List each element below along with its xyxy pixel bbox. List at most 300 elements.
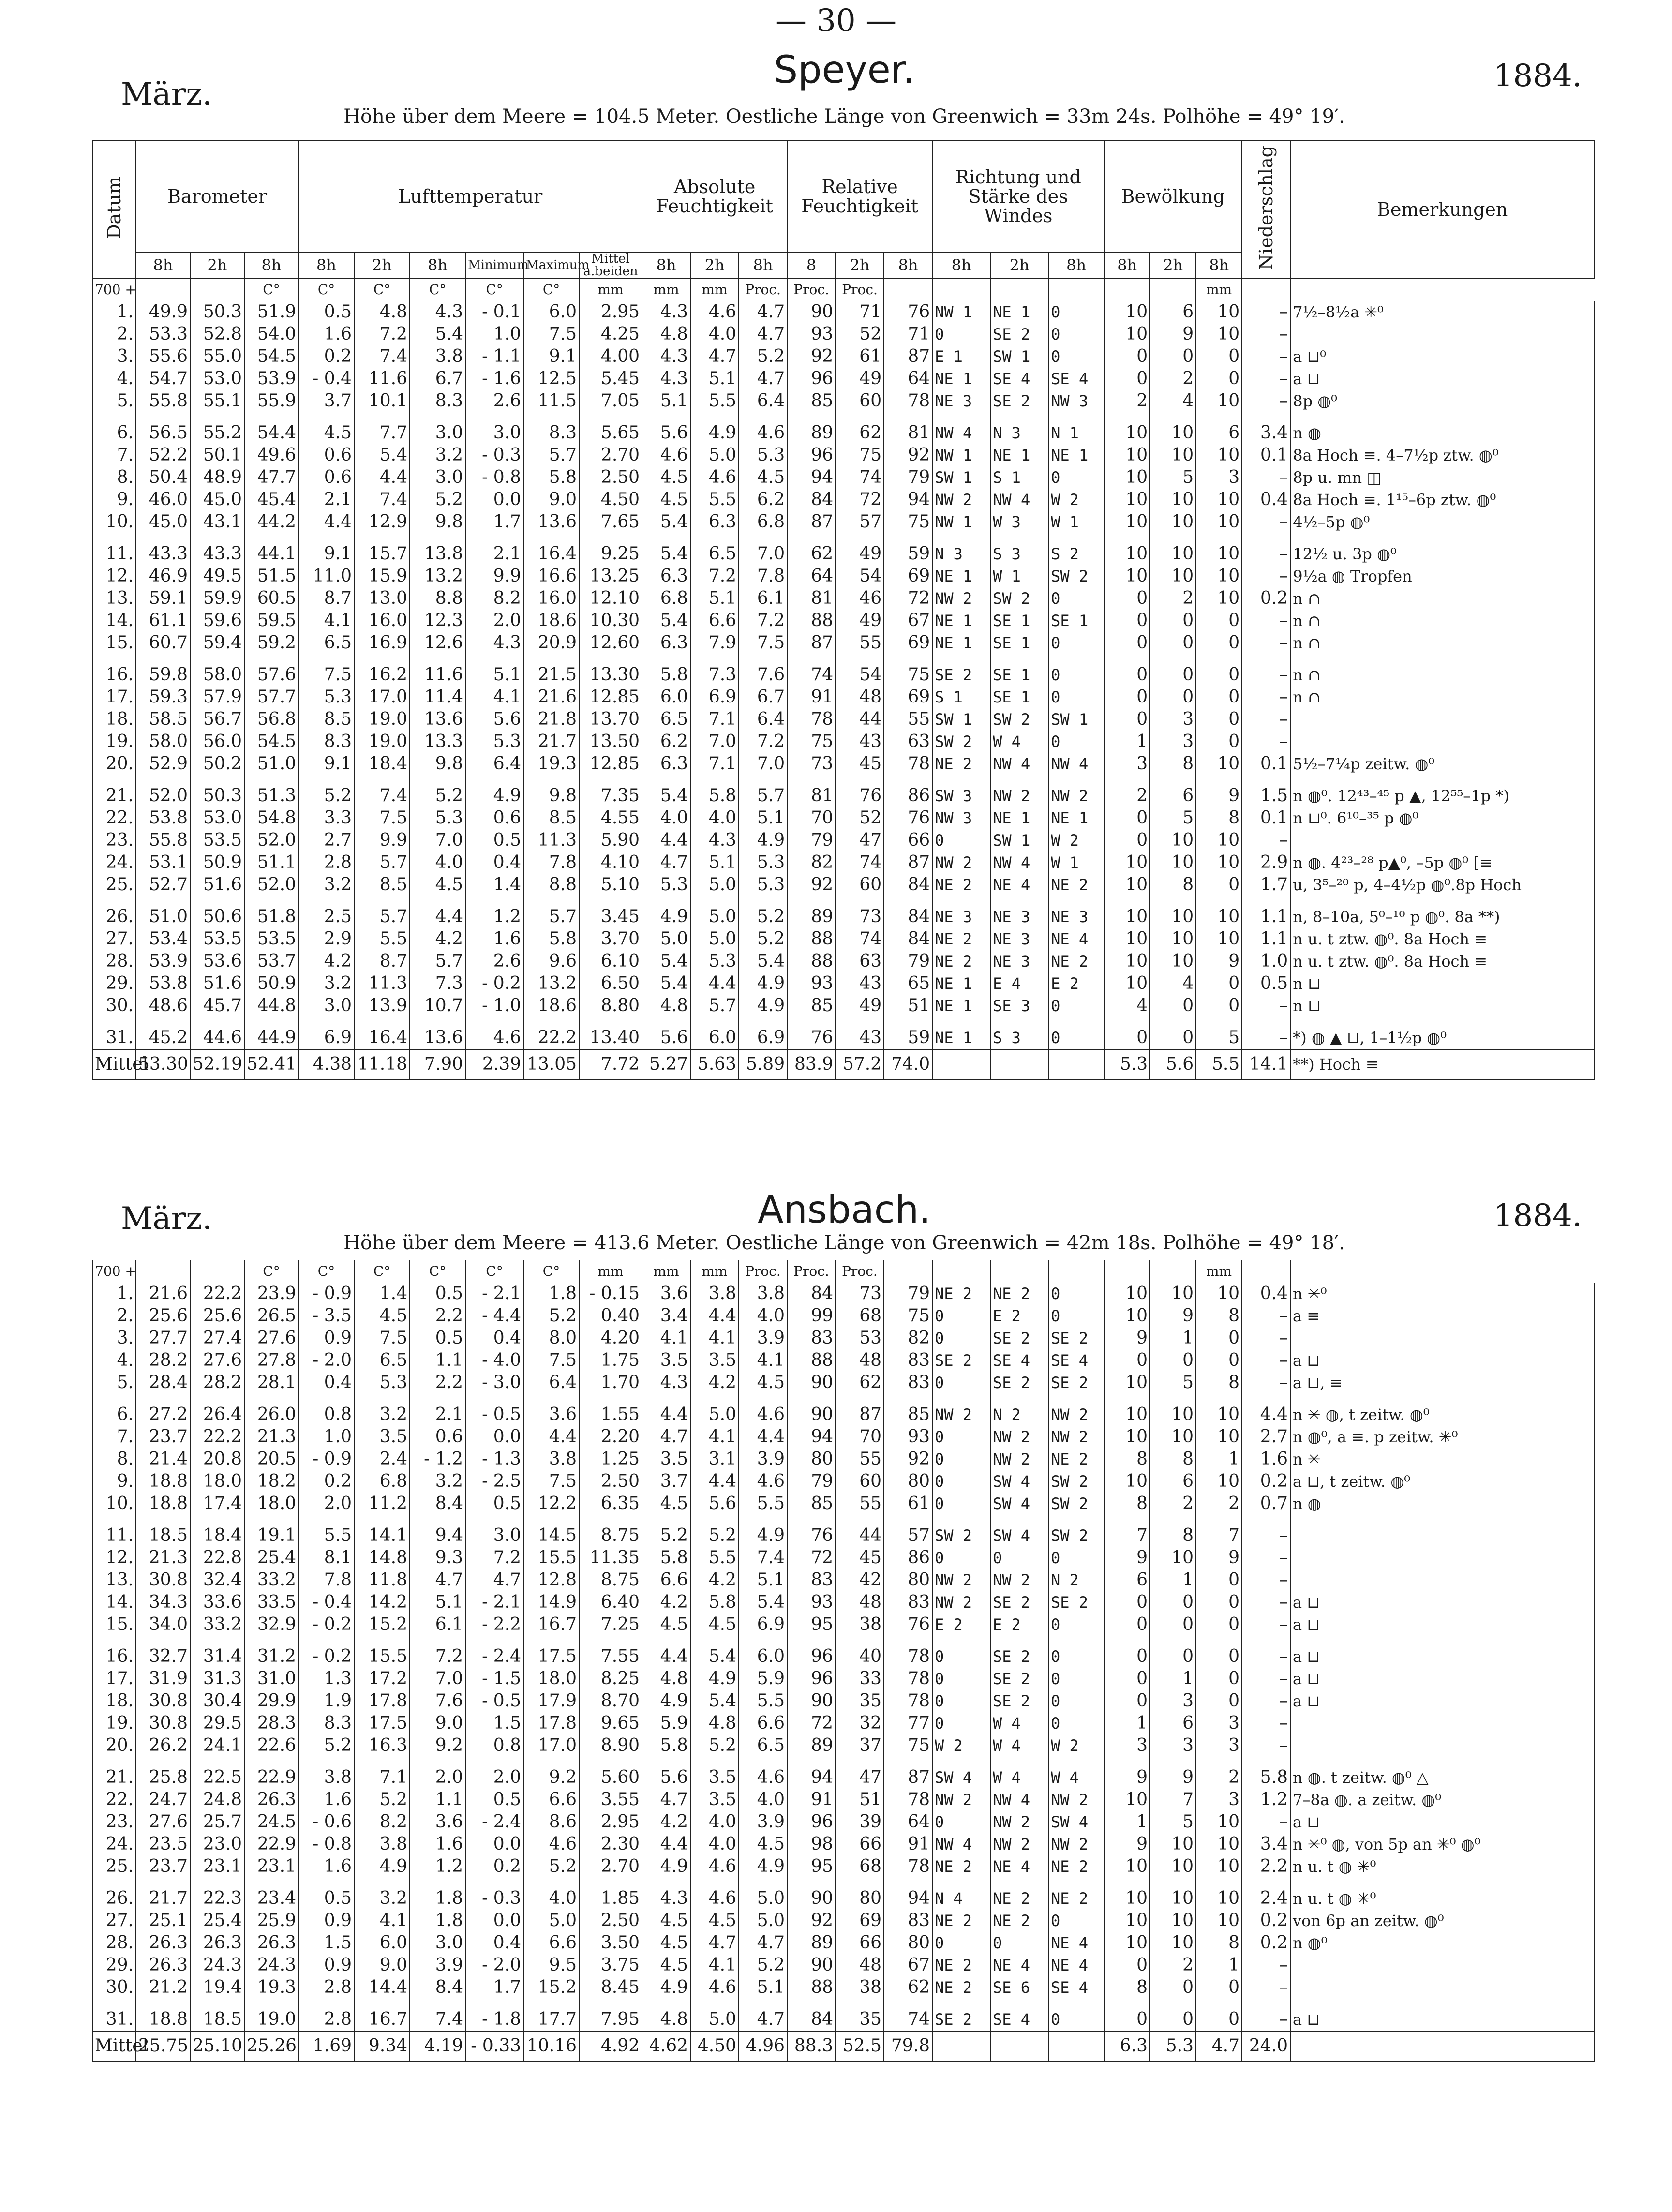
cell-rel-hum-2h: 62 xyxy=(836,422,884,444)
cell-temp-min: 0.8 xyxy=(465,1734,523,1757)
cell-rel-hum-8h-evening: 63 xyxy=(884,731,932,753)
cell-wind-8h: NE 2 xyxy=(932,1976,990,1999)
cell-wind-8h: 0 xyxy=(932,1645,990,1668)
cell-abs-hum-8h-evening: 5.3 xyxy=(739,444,787,466)
cell-abs-hum-2h: 4.1 xyxy=(690,1954,739,1976)
cell-abs-hum-8h: 4.2 xyxy=(642,1591,690,1614)
row-spacer xyxy=(92,1394,1594,1404)
cell-baro-8h-evening: 59.2 xyxy=(244,632,299,654)
cell-baro-8h: 53.8 xyxy=(136,807,190,829)
cell-wind-8h-evening: W 2 xyxy=(1048,1734,1104,1757)
cell-temp-8h-evening: 4.0 xyxy=(410,852,465,874)
spacer-cell xyxy=(1150,775,1196,785)
spacer-cell xyxy=(244,412,299,422)
cell-temp-8h: 9.1 xyxy=(299,543,354,565)
cell-temp-8h: - 0.4 xyxy=(299,1591,354,1614)
spacer-cell xyxy=(1150,1394,1196,1404)
cell-wind-2h: SW 1 xyxy=(990,829,1048,852)
table-row xyxy=(92,565,1594,587)
cell-rel-hum-2h: 49 xyxy=(836,368,884,390)
cell-temp-8h-evening: 13.6 xyxy=(410,708,465,731)
spacer-cell xyxy=(690,533,739,543)
cell-rel-hum-8h-evening: 83 xyxy=(884,1910,932,1932)
cell-remarks xyxy=(1290,1547,1594,1569)
cell-temp-8h-evening: 2.2 xyxy=(410,1372,465,1394)
table-row xyxy=(92,1327,1594,1349)
cell-rel-hum-8h-evening: 76 xyxy=(884,807,932,829)
header-time-2h: 2h xyxy=(990,252,1048,278)
cell-rel-hum-8h-evening: 78 xyxy=(884,1668,932,1690)
cell-wind-8h-evening: 0 xyxy=(1048,995,1104,1017)
cell-baro-2h: 22.8 xyxy=(190,1547,244,1569)
cell-temp-min: - 2.4 xyxy=(465,1645,523,1668)
table-row xyxy=(92,1766,1594,1789)
cell-temp-8h: 0.6 xyxy=(299,466,354,489)
header-time-8h: 8h xyxy=(884,252,932,278)
table-row xyxy=(92,1027,1594,1049)
cell-baro-2h: 50.9 xyxy=(190,852,244,874)
cell-day: 28. xyxy=(92,1932,136,1954)
cell-baro-8h: 53.30 xyxy=(136,1049,190,1079)
spacer-cell xyxy=(1290,1757,1594,1766)
cell-rel-hum-8h: 74 xyxy=(787,664,836,686)
cell-day: 5. xyxy=(92,390,136,412)
cell-cloud-2h: 10 xyxy=(1150,1404,1196,1426)
cell-abs-hum-8h: 4.5 xyxy=(642,1954,690,1976)
spacer-cell xyxy=(1242,533,1290,543)
cell-temp-8h: - 0.2 xyxy=(299,1645,354,1668)
cell-wind-8h: NE 3 xyxy=(932,390,990,412)
spacer-cell xyxy=(354,1878,410,1887)
cell-remarks: n ✳⁰ xyxy=(1290,1283,1594,1305)
header-datum: Datum xyxy=(92,141,136,278)
cell-abs-hum-2h: 5.0 xyxy=(690,874,739,896)
cell-wind-8h-evening: NE 2 xyxy=(1048,1448,1104,1470)
cell-rel-hum-8h-evening: 79 xyxy=(884,950,932,972)
cell-baro-8h: 43.3 xyxy=(136,543,190,565)
cell-rel-hum-8h-evening: 75 xyxy=(884,1305,932,1327)
spacer-cell xyxy=(836,1394,884,1404)
cell-remarks: n ✳⁰ ◍, von 5p an ✳⁰ ◍⁰ xyxy=(1290,1833,1594,1855)
cell-precip: 14.1 xyxy=(1242,1049,1290,1079)
cell-temp-max: 9.6 xyxy=(523,950,579,972)
cell-baro-8h-evening: 27.8 xyxy=(244,1349,299,1372)
cell-temp-8h: - 3.5 xyxy=(299,1305,354,1327)
table-row xyxy=(92,1591,1594,1614)
cell-rel-hum-2h: 51 xyxy=(836,1789,884,1811)
cell-abs-hum-8h: 5.8 xyxy=(642,1734,690,1757)
header-bewoelkung: Bewölkung xyxy=(1104,141,1242,252)
cell-rel-hum-8h: 90 xyxy=(787,1887,836,1910)
spacer-cell xyxy=(579,775,642,785)
cell-abs-hum-2h: 4.5 xyxy=(690,1910,739,1932)
cell-baro-8h-evening: 44.2 xyxy=(244,511,299,533)
cell-cloud-2h: 1 xyxy=(1150,1668,1196,1690)
table-row xyxy=(92,1690,1594,1712)
cell-rel-hum-2h: 73 xyxy=(836,1283,884,1305)
cell-precip: 0.2 xyxy=(1242,1932,1290,1954)
cell-temp-2h: 16.7 xyxy=(354,2008,410,2031)
cell-baro-8h-evening: 28.1 xyxy=(244,1372,299,1394)
table-row xyxy=(92,345,1594,368)
cell-wind-8h-evening xyxy=(1048,278,1104,301)
cell-rel-hum-8h: Proc. xyxy=(787,1260,836,1283)
cell-rel-hum-8h: 90 xyxy=(787,1404,836,1426)
cell-rel-hum-8h: 94 xyxy=(787,1766,836,1789)
cell-wind-2h: E 2 xyxy=(990,1305,1048,1327)
cell-abs-hum-8h-evening: 6.2 xyxy=(739,489,787,511)
cell-abs-hum-8h-evening: 4.6 xyxy=(739,422,787,444)
spacer-cell xyxy=(523,1636,579,1645)
row-spacer xyxy=(92,1017,1594,1027)
cell-baro-2h: 24.1 xyxy=(190,1734,244,1757)
cell-precip: – xyxy=(1242,301,1290,323)
spacer-cell xyxy=(836,654,884,664)
cell-temp-min: 0.6 xyxy=(465,807,523,829)
cell-temp-min: 3.0 xyxy=(465,422,523,444)
cell-rel-hum-8h-evening: 77 xyxy=(884,1712,932,1734)
cell-cloud-8h: 4 xyxy=(1104,995,1150,1017)
cell-abs-hum-8h-evening: 4.6 xyxy=(739,1404,787,1426)
cell-cloud-8h-evening: 5.5 xyxy=(1196,1049,1242,1079)
cell-day: 13. xyxy=(92,587,136,610)
spacer-cell xyxy=(787,1636,836,1645)
cell-remarks: n ∩ xyxy=(1290,587,1594,610)
cell-wind-8h-evening: 0 xyxy=(1048,1305,1104,1327)
cell-cloud-8h-evening: 10 xyxy=(1196,1404,1242,1426)
cell-remarks: n ◍ xyxy=(1290,422,1594,444)
cell-abs-hum-2h: 4.4 xyxy=(690,1470,739,1493)
cell-temp-2h: 18.4 xyxy=(354,753,410,775)
spacer-cell xyxy=(1048,654,1104,664)
spacer-cell xyxy=(836,1017,884,1027)
cell-cloud-2h: 10 xyxy=(1150,565,1196,587)
cell-wind-2h: E 2 xyxy=(990,1614,1048,1636)
cell-temp-mean: 12.85 xyxy=(579,753,642,775)
cell-abs-hum-8h: 4.9 xyxy=(642,1855,690,1878)
cell-baro-8h-evening: 23.1 xyxy=(244,1855,299,1878)
cell-cloud-8h-evening: 0 xyxy=(1196,1614,1242,1636)
table-row xyxy=(92,753,1594,775)
cell-wind-8h: 0 xyxy=(932,1690,990,1712)
cell-wind-8h: 0 xyxy=(932,1547,990,1569)
cell-wind-8h: NE 2 xyxy=(932,874,990,896)
cell-wind-8h: NE 2 xyxy=(932,1954,990,1976)
month-label: März. xyxy=(121,76,212,112)
cell-temp-min: 6.4 xyxy=(465,753,523,775)
cell-precip: 2.9 xyxy=(1242,852,1290,874)
cell-precip: – xyxy=(1242,1712,1290,1734)
cell-wind-8h-evening: S 2 xyxy=(1048,543,1104,565)
cell-baro-8h-evening: 54.5 xyxy=(244,731,299,753)
cell-temp-8h-evening: 13.2 xyxy=(410,565,465,587)
cell-remarks: n ◍ xyxy=(1290,1493,1594,1515)
cell-baro-8h: 23.7 xyxy=(136,1426,190,1448)
spacer-cell xyxy=(1242,412,1290,422)
cell-baro-8h-evening: 31.0 xyxy=(244,1668,299,1690)
cell-precip: 0.1 xyxy=(1242,807,1290,829)
cell-cloud-8h: 9 xyxy=(1104,1327,1150,1349)
cell-rel-hum-2h: 60 xyxy=(836,390,884,412)
cell-temp-2h: 16.0 xyxy=(354,610,410,632)
cell-temp-8h: C° xyxy=(299,1260,354,1283)
spacer-cell xyxy=(136,412,190,422)
table-row xyxy=(92,972,1594,995)
cell-temp-8h-evening: 1.6 xyxy=(410,1833,465,1855)
cell-temp-max: 13.6 xyxy=(523,511,579,533)
cell-cloud-8h-evening: 10 xyxy=(1196,829,1242,852)
cell-cloud-2h: 10 xyxy=(1150,422,1196,444)
cell-baro-8h-evening: 22.9 xyxy=(244,1766,299,1789)
cell-baro-2h: 56.7 xyxy=(190,708,244,731)
cell-wind-8h: 0 xyxy=(932,1668,990,1690)
cell-wind-8h-evening: 0 xyxy=(1048,301,1104,323)
spacer-cell xyxy=(787,896,836,906)
cell-wind-8h: SW 2 xyxy=(932,731,990,753)
cell-temp-8h-evening: 3.0 xyxy=(410,466,465,489)
cell-temp-8h: 8.7 xyxy=(299,587,354,610)
spacer-cell xyxy=(642,1394,690,1404)
cell-wind-2h: NE 1 xyxy=(990,301,1048,323)
spacer-cell xyxy=(1242,1878,1290,1887)
cell-temp-8h-evening: 0.5 xyxy=(410,1283,465,1305)
cell-abs-hum-8h-evening: 4.7 xyxy=(739,1932,787,1954)
cell-temp-max: 9.1 xyxy=(523,345,579,368)
cell-remarks: n ◍⁰ xyxy=(1290,1932,1594,1954)
cell-wind-8h-evening: W 1 xyxy=(1048,852,1104,874)
cell-baro-8h: 18.8 xyxy=(136,2008,190,2031)
table-row xyxy=(92,632,1594,654)
cell-baro-2h: 50.3 xyxy=(190,301,244,323)
spacer-cell xyxy=(990,1999,1048,2008)
cell-rel-hum-8h: 81 xyxy=(787,587,836,610)
cell-abs-hum-8h-evening: 4.9 xyxy=(739,1524,787,1547)
spacer-cell xyxy=(1150,533,1196,543)
cell-cloud-8h-evening: 9 xyxy=(1196,950,1242,972)
cell-rel-hum-8h: 88 xyxy=(787,1976,836,1999)
spacer-cell xyxy=(465,775,523,785)
cell-remarks: von 6p an zeitw. ◍⁰ xyxy=(1290,1910,1594,1932)
cell-rel-hum-8h: 96 xyxy=(787,1645,836,1668)
spacer-cell xyxy=(1150,1757,1196,1766)
cell-wind-8h: 0 xyxy=(932,1470,990,1493)
cell-cloud-8h: 0 xyxy=(1104,2008,1150,2031)
cell-cloud-8h-evening: 8 xyxy=(1196,1932,1242,1954)
cell-baro-8h: 52.7 xyxy=(136,874,190,896)
cell-cloud-2h: 0 xyxy=(1150,664,1196,686)
cell-remarks xyxy=(1290,1327,1594,1349)
cell-baro-8h: 28.2 xyxy=(136,1349,190,1372)
cell-cloud-8h-evening: 0 xyxy=(1196,995,1242,1017)
cell-rel-hum-2h: 52 xyxy=(836,807,884,829)
cell-temp-mean: 2.20 xyxy=(579,1426,642,1448)
cell-baro-8h: 21.7 xyxy=(136,1887,190,1910)
cell-temp-8h: 6.9 xyxy=(299,1027,354,1049)
spacer-cell xyxy=(136,1017,190,1027)
spacer-cell xyxy=(642,1878,690,1887)
cell-wind-2h: SE 2 xyxy=(990,1668,1048,1690)
cell-day: 11. xyxy=(92,1524,136,1547)
cell-temp-8h-evening: C° xyxy=(410,278,465,301)
cell-baro-2h: 31.4 xyxy=(190,1645,244,1668)
table-row xyxy=(92,1833,1594,1855)
cell-temp-mean: 13.50 xyxy=(579,731,642,753)
cell-cloud-8h xyxy=(1104,1260,1150,1283)
spacer-cell xyxy=(836,1757,884,1766)
cell-wind-8h: SW 1 xyxy=(932,708,990,731)
spacer-cell xyxy=(190,1394,244,1404)
cell-wind-8h: 0 xyxy=(932,829,990,852)
cell-baro-2h: 33.6 xyxy=(190,1591,244,1614)
cell-temp-8h-evening: 4.19 xyxy=(410,2031,465,2061)
cell-temp-8h: 4.4 xyxy=(299,511,354,533)
cell-rel-hum-8h: 80 xyxy=(787,1448,836,1470)
cell-temp-8h-evening: 3.6 xyxy=(410,1811,465,1833)
table-row xyxy=(92,1789,1594,1811)
cell-abs-hum-8h-evening: 5.0 xyxy=(739,1887,787,1910)
header-time-2h: 2h xyxy=(354,252,410,278)
cell-temp-8h: 0.5 xyxy=(299,301,354,323)
cell-cloud-8h: 10 xyxy=(1104,301,1150,323)
station-subtitle: Höhe über dem Meere = 413.6 Meter. Oestliche Länge von Greenwich = 42m 18s. Polhöhe = 49° 18′. xyxy=(343,1232,1345,1254)
table-row xyxy=(92,1470,1594,1493)
cell-temp-2h: 8.2 xyxy=(354,1811,410,1833)
cell-baro-8h-evening: 23.4 xyxy=(244,1887,299,1910)
cell-cloud-8h-evening: 0 xyxy=(1196,664,1242,686)
cell-baro-8h-evening: C° xyxy=(244,278,299,301)
cell-temp-min: 4.9 xyxy=(465,785,523,807)
cell-temp-8h-evening: 9.2 xyxy=(410,1734,465,1757)
cell-baro-8h: 50.4 xyxy=(136,466,190,489)
cell-precip: 24.0 xyxy=(1242,2031,1290,2061)
cell-wind-8h: NW 2 xyxy=(932,1591,990,1614)
cell-temp-max: 6.6 xyxy=(523,1932,579,1954)
cell-cloud-8h-evening: 3 xyxy=(1196,1712,1242,1734)
cell-precip: 1.5 xyxy=(1242,785,1290,807)
cell-wind-8h: NE 2 xyxy=(932,928,990,950)
cell-wind-8h: NW 1 xyxy=(932,511,990,533)
cell-temp-8h-evening: C° xyxy=(410,1260,465,1283)
spacer-cell xyxy=(579,533,642,543)
cell-cloud-2h: 10 xyxy=(1150,1547,1196,1569)
cell-baro-8h-evening: 54.5 xyxy=(244,345,299,368)
cell-rel-hum-8h-evening: 84 xyxy=(884,906,932,928)
cell-temp-min: 0.5 xyxy=(465,1493,523,1515)
cell-remarks: 7½–8½a ✳⁰ xyxy=(1290,301,1594,323)
cell-temp-2h: 17.5 xyxy=(354,1712,410,1734)
cell-cloud-8h-evening: 10 xyxy=(1196,928,1242,950)
cell-day: 29. xyxy=(92,972,136,995)
cell-temp-2h: 11.18 xyxy=(354,1049,410,1079)
cell-baro-8h: 59.3 xyxy=(136,686,190,708)
spacer-cell xyxy=(1242,775,1290,785)
cell-abs-hum-8h: 4.9 xyxy=(642,1690,690,1712)
cell-baro-8h: 59.1 xyxy=(136,587,190,610)
cell-temp-8h-evening: 2.1 xyxy=(410,1404,465,1426)
cell-precip: 1.1 xyxy=(1242,928,1290,950)
cell-baro-8h: 46.9 xyxy=(136,565,190,587)
cell-abs-hum-8h-evening: 5.2 xyxy=(739,345,787,368)
cell-rel-hum-8h: 93 xyxy=(787,323,836,345)
cell-temp-max: 17.5 xyxy=(523,1645,579,1668)
cell-day: 20. xyxy=(92,1734,136,1757)
cell-baro-8h-evening: 59.5 xyxy=(244,610,299,632)
cell-cloud-8h: 3 xyxy=(1104,1734,1150,1757)
cell-temp-max: 21.6 xyxy=(523,686,579,708)
spacer-cell xyxy=(932,775,990,785)
cell-abs-hum-8h: 4.2 xyxy=(642,1811,690,1833)
cell-baro-2h: 50.2 xyxy=(190,753,244,775)
cell-temp-8h: 4.5 xyxy=(299,422,354,444)
cell-temp-2h: 3.2 xyxy=(354,1887,410,1910)
cell-precip: – xyxy=(1242,829,1290,852)
spacer-cell xyxy=(690,1017,739,1027)
cell-day: 17. xyxy=(92,1668,136,1690)
spacer-cell xyxy=(990,896,1048,906)
cell-temp-mean: 1.25 xyxy=(579,1448,642,1470)
cell-wind-8h-evening: SW 1 xyxy=(1048,708,1104,731)
cell-abs-hum-8h: 3.6 xyxy=(642,1283,690,1305)
cell-baro-8h: 21.4 xyxy=(136,1448,190,1470)
cell-temp-mean: 7.35 xyxy=(579,785,642,807)
cell-rel-hum-2h: 66 xyxy=(836,1932,884,1954)
cell-temp-8h: 1.6 xyxy=(299,323,354,345)
cell-baro-8h-evening: 54.4 xyxy=(244,422,299,444)
spacer-cell xyxy=(465,1757,523,1766)
cell-wind-2h xyxy=(990,278,1048,301)
cell-day: 6. xyxy=(92,422,136,444)
spacer-cell xyxy=(1104,1515,1150,1524)
cell-rel-hum-8h-evening: 69 xyxy=(884,632,932,654)
cell-temp-8h: 0.9 xyxy=(299,1910,354,1932)
cell-cloud-2h: 3 xyxy=(1150,708,1196,731)
cell-cloud-2h xyxy=(1150,1260,1196,1283)
cell-precip: 2.7 xyxy=(1242,1426,1290,1448)
cell-remarks: **) Hoch ≡ xyxy=(1290,1049,1594,1079)
spacer-cell xyxy=(739,1636,787,1645)
cell-rel-hum-2h: 46 xyxy=(836,587,884,610)
cell-temp-max: 5.0 xyxy=(523,1910,579,1932)
spacer-cell xyxy=(523,775,579,785)
cell-cloud-8h: 10 xyxy=(1104,1426,1150,1448)
cell-precip: 0.1 xyxy=(1242,444,1290,466)
header-maximum: Maximum xyxy=(523,252,579,278)
cell-temp-8h-evening: 4.4 xyxy=(410,906,465,928)
cell-remarks: a ⊔ xyxy=(1290,1645,1594,1668)
cell-abs-hum-2h: 5.4 xyxy=(690,1690,739,1712)
spacer-cell xyxy=(354,654,410,664)
cell-temp-min: 1.0 xyxy=(465,323,523,345)
cell-baro-8h-evening: 18.2 xyxy=(244,1470,299,1493)
spacer-cell xyxy=(1104,1017,1150,1027)
cell-temp-8h: 0.4 xyxy=(299,1372,354,1394)
table-row xyxy=(92,610,1594,632)
cell-baro-8h: 49.9 xyxy=(136,301,190,323)
cell-temp-mean: 9.65 xyxy=(579,1712,642,1734)
header-time-8h: 8h xyxy=(410,252,465,278)
spacer-cell xyxy=(836,1636,884,1645)
cell-wind-8h: SW 4 xyxy=(932,1766,990,1789)
cell-wind-8h-evening xyxy=(1048,2031,1104,2061)
cell-wind-2h: NE 3 xyxy=(990,950,1048,972)
cell-temp-min: C° xyxy=(465,1260,523,1283)
spacer-cell xyxy=(244,654,299,664)
cell-abs-hum-8h-evening: 6.5 xyxy=(739,1734,787,1757)
spacer-cell xyxy=(690,1757,739,1766)
cell-temp-max: 4.6 xyxy=(523,1833,579,1855)
cell-temp-mean: 5.90 xyxy=(579,829,642,852)
cell-temp-8h: 1.5 xyxy=(299,1932,354,1954)
